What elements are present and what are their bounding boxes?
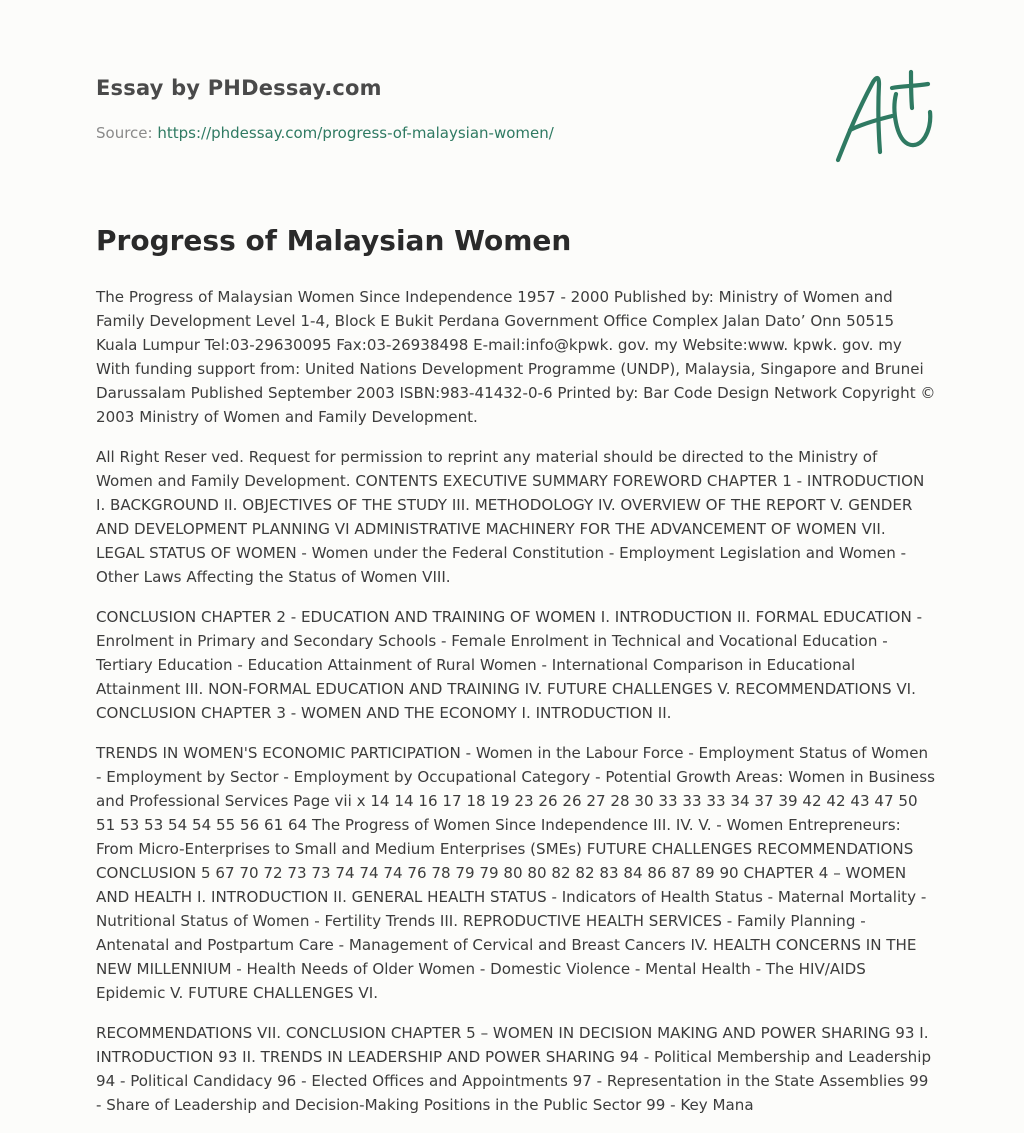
source-line (96, 124, 554, 142)
paragraph: All Right Reser ved. Request for permission to reprint any material should be directed to the Ministry of Women and Family Development. CONTENTS EXECUTIVE SUMMARY FOREWORD CHAPTER 1 - INTRODUCTION I. BACKGROUND II. OBJECTIVES OF THE STUDY III. METHODOLOGY IV. OVERVIEW OF THE REPORT V. GENDER AND DEVELOPMENT PLANNING VI ADMINISTRATIVE MACHINERY FOR THE ADVANCEMENT OF WOMEN VII. LEGAL STATUS OF WOMEN - Women under the Federal Constitution - Employment Legislation and Women - Other Laws Affecting the Status of Women VIII. (96, 448, 925, 586)
paragraph: The Progress of Malaysian Women Since Independence 1957 - 2000 Published by: Ministry of Women and Family Development Level 1-4, Block E Bukit Perdana Government Office Complex Jalan Dato’ Onn 50515 Kuala Lumpur Tel:03-29630095 Fax:03-26938498 E-mail:info@kpwk. gov. my Website:www. kpwk. gov. my With funding support from: United Nations Development Programme (UNDP), Malaysia, Singapore and Brunei Darussalam Published September 2003 ISBN:983-41432-0-6 Printed by: Bar Code Design Network Copyright © 2003 Ministry of Women and Family Development. (96, 288, 936, 426)
paragraph: RECOMMENDATIONS VII. CONCLUSION CHAPTER 5 – WOMEN IN DECISION MAKING AND POWER SHARING 93 I. INTRODUCTION 93 II. TRENDS IN LEADERSHIP AND POWER SHARING 94 - Political Membership and Leadership 94 - Political Candidacy 96 - Elected Offices and Appointments 97 - Representation in the State Assemblies 99 - Share of Leadership and Decision-Making Positions in the Public Sector 99 - Key Mana (96, 1024, 932, 1114)
source-link[interactable]: https://phdessay.com/progress-of-malaysian-women/ (157, 124, 554, 142)
page-title: Progress of Malaysian Women (96, 224, 572, 257)
paragraph: TRENDS IN WOMEN'S ECONOMIC PARTICIPATION - Women in the Labour Force - Employment Status of Women - Employment by Sector - Employment by Occupational Category - Potential Growth Areas: Women in Business and Professional Services Page vii x 14 14 16 17 18 19 23 26 26 27 28 30 33 33 33 34 37 39 42 42 43 47 50 51 53 53 54 54 55 56 61 64 The Progress of Women Since Independence III. IV. V. - Women Entrepreneurs: From Micro-Enterprises to Small and Medium Enterprises (SMEs) FUTURE CHALLENGES RECOMMENDATIONS CONCLUSION 5 67 70 72 73 73 74 74 74 76 78 79 79 80 80 82 82 83 84 86 87 89 90 CHAPTER 4 – WOMEN AND HEALTH I. INTRODUCTION II. GENERAL HEALTH STATUS - Indicators of Health Status - Maternal Mortality - Nutritional Status of Women - Fertility Trends III. REPRODUCTIVE HEALTH SERVICES - Family Planning - Antenatal and Postpartum Care - Management of Cervical and Breast Cancers IV. HEALTH CONCERNS IN THE NEW MILLENNIUM - Health Needs of Older Women - Domestic Violence - Mental Health - The HIV/AIDS Epidemic V. FUTURE CHALLENGES VI. (96, 744, 935, 1002)
essay-body (96, 285, 938, 1133)
site-brand: Essay by PHDessay.com (96, 76, 382, 100)
source-label: Source: (96, 124, 153, 142)
paragraph: CONCLUSION CHAPTER 2 - EDUCATION AND TRAINING OF WOMEN I. INTRODUCTION II. FORMAL EDUCATION - Enrolment in Primary and Secondary Schools - Female Enrolment in Technical and Vocational Education - Tertiary Education - Education Attainment of Rural Women - International Comparison in Educational Attainment III. NON-FORMAL EDUCATION AND TRAINING IV. FUTURE CHALLENGES V. RECOMMENDATIONS VI. CONCLUSION CHAPTER 3 - WOMEN AND THE ECONOMY I. INTRODUCTION II. (96, 608, 923, 722)
essay-header (96, 0, 936, 180)
a-plus-logo-icon (832, 64, 936, 168)
